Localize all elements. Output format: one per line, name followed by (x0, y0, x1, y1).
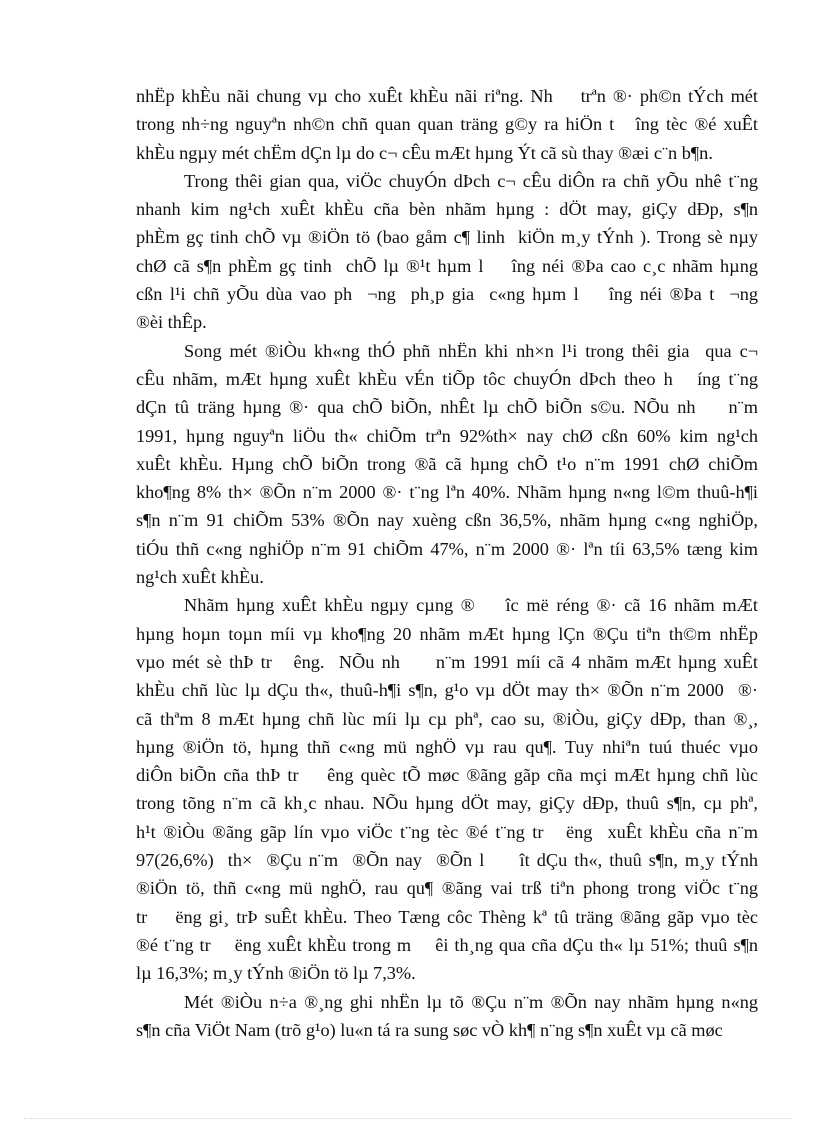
text-line: tiÓu thñ c«ng nghiÖp n¨m 91 chiÕm 47%, n¨m 2000 ®· lªn tíi 63,5% tæng kim (136, 538, 758, 559)
text-line: s¶n n¨m 91 chiÕm 53% ®Õn nay xuèng cßn 36,5%, nhãm hµng c«ng nghiÖp, (136, 510, 758, 531)
text-line: phÈm gç tinh chÕ vµ ®iÖn tö (bao gåm c¶ linh kiÖn m¸y tÝnh ). Trong sè nµy (136, 227, 758, 248)
text-line: ng¹ch xuÊt khÈu. (136, 567, 264, 588)
text-line: kho¶ng 8% th× ®Õn n¨m 2000 ®· t¨ng lªn 40%. Nhãm hµng n«ng l©m thuû-h¶i (136, 482, 758, 503)
paragraph (136, 167, 758, 337)
text-line: trong nh÷ng nguyªn nh©n chñ quan quan träng g©y ra hiÖn t îng tèc ®é xuÊt (136, 114, 758, 135)
text-line: hµng hoµn toµn míi vµ kho¶ng 20 nhãm mÆt hµng lÇn ®Çu tiªn th©m nhËp (136, 623, 758, 644)
text-line: cã thªm 8 mÆt hµng chñ lùc míi lµ cµ phª, cao su, ®iÒu, giÇy dÐp, than ®¸, (136, 708, 758, 729)
text-line: Song mét ®iÒu kh«ng thÓ phñ nhËn khi nh×n l¹i trong thêi gia qua c¬ (184, 340, 758, 361)
text-line: khÈu chñ lùc lµ dÇu th«, thuû-h¶i s¶n, g¹o vµ dÖt may th× ®Õn n¨m 2000 ®· (136, 680, 758, 701)
text-line: ®èi thÊp. (136, 312, 207, 333)
text-line: xuÊt khÈu. Hµng chÕ biÕn trong ®ã cã hµng chÕ t¹o n¨m 1991 chØ chiÕm (136, 453, 758, 474)
text-line: s¶n cña ViÖt Nam (trõ g¹o) lu«n tá ra sung søc vÒ kh¶ n¨ng s¶n xuÊt vµ cã møc (136, 1019, 723, 1040)
text-line: dÇn tû träng hµng ®· qua chÕ biÕn, nhÊt lµ chÕ biÕn s©u. NÕu nh n¨m (136, 397, 758, 418)
text-line: Mét ®iÒu n÷a ®¸ng ghi nhËn lµ tõ ®Çu n¨m ®Õn nay nhãm hµng n«ng (184, 991, 758, 1012)
text-line: 1991, hµng nguyªn liÖu th« chiÕm trªn 92%th× nay chØ cßn 60% kim ng¹ch (136, 425, 758, 446)
text-line: nhËp khÈu nãi chung vµ cho xuÊt khÈu nãi riªng. Nh trªn ®· ph©n tÝch mét (136, 86, 758, 106)
text-line: 97(26,6%) th× ®Çu n¨m ®Õn nay ®Õn l ît dÇu th«, thuû s¶n, m¸y tÝnh (136, 850, 758, 871)
text-line: hµng ®iÖn tö, hµng thñ c«ng mü nghÖ vµ rau qu¶. Tuy nhiªn tuú thuéc vµo (136, 736, 758, 757)
text-line: ®é t¨ng tr ëng xuÊt khÈu trong m êi th¸ng qua cña dÇu th« lµ 51%; thuû s¶n (136, 934, 758, 955)
text-line: h¹t ®iÒu ®ãng gãp lín vµo viÖc t¨ng tèc ®é t¨ng tr ëng xuÊt khÈu cña n¨m (136, 821, 758, 842)
text-line: lµ 16,3%; m¸y tÝnh ®iÖn tö lµ 7,3%. (136, 963, 416, 984)
body-text (136, 82, 758, 1044)
text-line: cÊu nhãm, mÆt hµng xuÊt khÈu vÉn tiÕp tôc chuyÓn dÞch theo h íng t¨ng (136, 368, 758, 389)
paragraph (136, 988, 758, 1045)
text-line: trong tõng n¨m cã kh¸c nhau. NÕu hµng dÖt may, giÇy dÐp, thuû s¶n, cµ phª, (136, 793, 758, 814)
text-line: chØ cã s¶n phÈm gç tinh chÕ lµ ®¹t hµm l îng néi ®Þa cao c¸c nhãm hµng (136, 255, 758, 276)
text-line: vµo mét sè thÞ tr êng. NÕu nh n¨m 1991 míi cã 4 nhãm mÆt hµng xuÊt (136, 651, 758, 672)
paragraph (136, 591, 758, 987)
text-line: Trong thêi gian qua, viÖc chuyÓn dÞch c¬ cÊu diÔn ra chñ yÕu nhê t¨ng (184, 170, 758, 191)
text-line: diÔn biÕn cña thÞ tr êng quèc tÕ møc ®ãng gãp cña mçi mÆt hµng chñ lùc (136, 765, 758, 786)
text-line: nhanh kim ng¹ch xuÊt khÈu cña bèn nhãm hµng : dÖt may, giÇy dÐp, s¶n (136, 199, 758, 220)
text-line: khÈu ngµy mét chËm dÇn lµ do c¬ cÊu mÆt hµng Ýt cã sù thay ®æi c¨n b¶n. (136, 142, 713, 163)
paragraph (136, 82, 758, 167)
text-line: Nhãm hµng xuÊt khÈu ngµy cµng ® îc më réng ®· cã 16 nhãm mÆt (184, 595, 758, 616)
paragraph (136, 337, 758, 592)
text-line: ®iÖn tö, thñ c«ng mü nghÖ, rau qu¶ ®ãng vai trß tiªn phong trong viÖc t¨ng (136, 878, 758, 899)
page-edge-divider (24, 1118, 792, 1119)
text-line: tr ëng gi¸ trÞ suÊt khÈu. Theo Tæng côc Thèng kª tû träng ®ãng gãp vµo tèc (136, 906, 758, 927)
text-line: cßn l¹i chñ yÕu dùa vao ph ¬ng ph¸p gia c«ng hµm l îng néi ®Þa t ¬ng (136, 284, 758, 305)
